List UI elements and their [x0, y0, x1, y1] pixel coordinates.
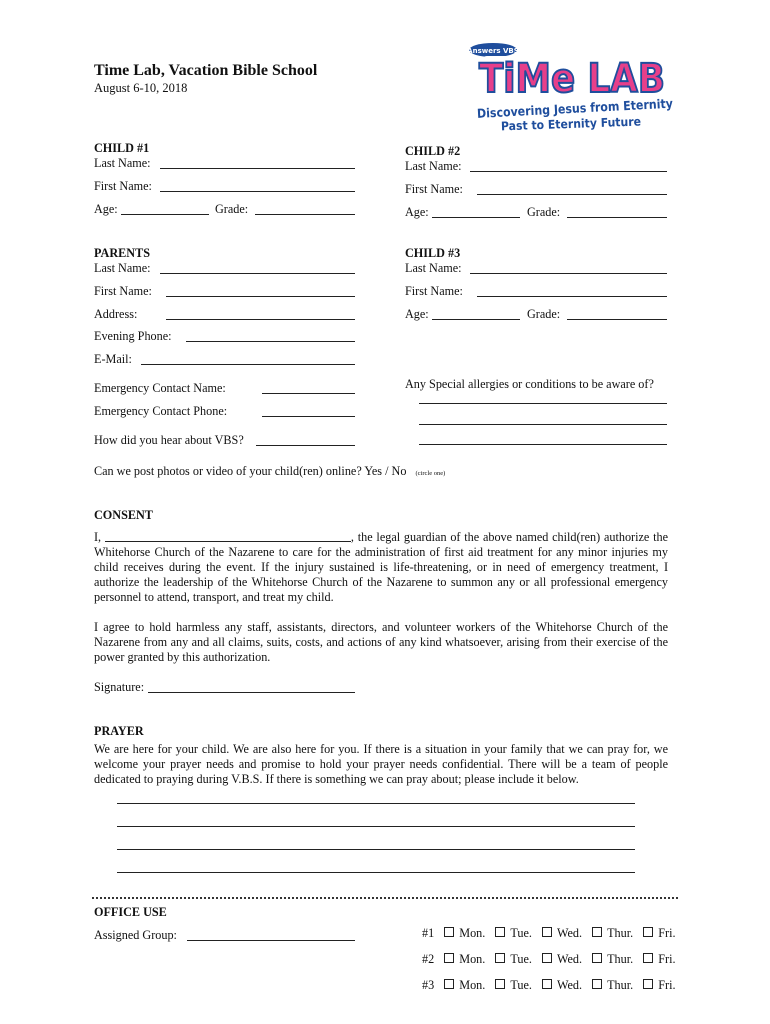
- allergies-line-1[interactable]: [419, 403, 667, 404]
- assigned-group-field[interactable]: [187, 940, 355, 941]
- checkbox-mon[interactable]: [444, 979, 454, 989]
- child2-last-name-field[interactable]: [470, 171, 667, 172]
- parents-first-name-field[interactable]: [166, 296, 355, 297]
- day-label: Thur.: [607, 978, 634, 992]
- row-number: #3: [422, 978, 435, 992]
- child2-age-field[interactable]: [432, 217, 520, 218]
- child3-age-field[interactable]: [432, 319, 520, 320]
- parents-address-field[interactable]: [166, 319, 355, 320]
- assigned-group-label: Assigned Group:: [94, 928, 177, 942]
- day-label: Tue.: [510, 978, 532, 992]
- child3-age-label: Age:: [405, 307, 429, 321]
- child2-last-name-label: Last Name:: [405, 159, 462, 173]
- allergies-line-3[interactable]: [419, 444, 667, 445]
- day-label: Mon.: [459, 952, 486, 966]
- email-label: E-Mail:: [94, 352, 132, 366]
- parents-heading: PARENTS: [94, 246, 150, 260]
- prayer-line-1[interactable]: [117, 803, 635, 804]
- child1-heading: CHILD #1: [94, 141, 150, 155]
- allergies-question: Any Special allergies or conditions to be aware of?: [405, 377, 654, 391]
- checkbox-fri[interactable]: [643, 927, 653, 937]
- heard-vbs-field[interactable]: [256, 445, 355, 446]
- child1-last-name-label: Last Name:: [94, 156, 151, 170]
- child3-heading: CHILD #3: [405, 246, 461, 260]
- checkbox-thur[interactable]: [592, 927, 602, 937]
- office-divider: [92, 897, 678, 899]
- parents-address-label: Address:: [94, 307, 138, 321]
- event-dates: August 6-10, 2018: [94, 81, 188, 95]
- child3-last-name-label: Last Name:: [405, 261, 462, 275]
- prayer-line-3[interactable]: [117, 849, 635, 850]
- checkbox-fri[interactable]: [643, 953, 653, 963]
- logo-tagline-1: Discovering Jesus from Eternity: [476, 94, 675, 121]
- child1-first-name-label: First Name:: [94, 179, 152, 193]
- consent-intro: I,: [94, 530, 102, 544]
- checkbox-mon[interactable]: [444, 953, 454, 963]
- day-label: Fri.: [658, 926, 676, 940]
- child2-grade-label: Grade:: [527, 205, 561, 219]
- prayer-line-2[interactable]: [117, 826, 635, 827]
- office-heading: OFFICE USE: [94, 905, 167, 919]
- attendance-row-3: [422, 978, 676, 993]
- consent-text-1: , the legal guardian of the above named child(ren) authorize the Whitehorse Church of the Nazarene to care for the administration of first aid treatment for any minor injuries my child receives during the event. If the injury sustained is life-threatening, or in need of emergency treatment, I authorize the leadership of the Whitehorse Church of the Nazarene to summon any or all professional emergency personnel to attend, transport, and treat my child.: [94, 530, 668, 604]
- allergies-line-2[interactable]: [419, 424, 667, 425]
- checkbox-wed[interactable]: [542, 953, 552, 963]
- checkbox-tue[interactable]: [495, 979, 505, 989]
- logo-badge: Answers VBS: [467, 47, 519, 55]
- attendance-row-1: [422, 926, 676, 941]
- child1-last-name-field[interactable]: [160, 168, 355, 169]
- logo-graphic: [465, 40, 675, 135]
- consent-paragraph-1: [94, 530, 668, 605]
- emergency-name-field[interactable]: [262, 393, 355, 394]
- parents-last-name-field[interactable]: [160, 273, 355, 274]
- child1-age-field[interactable]: [121, 214, 209, 215]
- logo-name: TiMe LAB: [479, 56, 665, 102]
- attendance-row-2: [422, 952, 676, 967]
- signature-field[interactable]: [148, 692, 355, 693]
- emergency-name-label: Emergency Contact Name:: [94, 381, 226, 395]
- child1-first-name-field[interactable]: [160, 191, 355, 192]
- form-title: Time Lab, Vacation Bible School: [94, 62, 318, 79]
- email-field[interactable]: [141, 364, 355, 365]
- signature-label: Signature:: [94, 680, 145, 694]
- day-label: Mon.: [459, 978, 486, 992]
- child3-last-name-field[interactable]: [470, 273, 667, 274]
- child3-grade-label: Grade:: [527, 307, 561, 321]
- day-label: Tue.: [510, 952, 532, 966]
- photos-question-text: Can we post photos or video of your child(ren) online? Yes / No: [94, 464, 407, 478]
- parents-last-name-label: Last Name:: [94, 261, 151, 275]
- child2-first-name-field[interactable]: [477, 194, 667, 195]
- child3-grade-field[interactable]: [567, 319, 667, 320]
- checkbox-wed[interactable]: [542, 979, 552, 989]
- child2-heading: CHILD #2: [405, 144, 461, 158]
- day-label: Wed.: [556, 926, 583, 940]
- child2-grade-field[interactable]: [567, 217, 667, 218]
- prayer-text: We are here for your child. We are also here for you. If there is a situation in your family that we can pray for, we welcome your prayer needs and promise to hold your prayer needs confidential. There will be a team of people dedicated to praying during V.B.S. If there is something we can pray about; please include it below.: [94, 742, 668, 786]
- day-label: Mon.: [459, 926, 486, 940]
- checkbox-tue[interactable]: [495, 927, 505, 937]
- evening-phone-label: Evening Phone:: [94, 329, 172, 343]
- parents-first-name-label: First Name:: [94, 284, 152, 298]
- consent-heading: CONSENT: [94, 508, 153, 522]
- checkbox-wed[interactable]: [542, 927, 552, 937]
- day-label: Thur.: [607, 952, 634, 966]
- photos-note: (circle one): [415, 470, 446, 477]
- checkbox-fri[interactable]: [643, 979, 653, 989]
- child3-first-name-field[interactable]: [477, 296, 667, 297]
- day-label: Fri.: [658, 952, 676, 966]
- child1-age-label: Age:: [94, 202, 118, 216]
- heard-vbs-label: How did you hear about VBS?: [94, 433, 244, 447]
- day-label: Wed.: [556, 978, 583, 992]
- child1-grade-label: Grade:: [215, 202, 249, 216]
- child2-first-name-label: First Name:: [405, 182, 463, 196]
- checkbox-tue[interactable]: [495, 953, 505, 963]
- emergency-phone-label: Emergency Contact Phone:: [94, 404, 228, 418]
- evening-phone-field[interactable]: [186, 341, 355, 342]
- photos-question: [94, 464, 445, 479]
- day-label: Tue.: [510, 926, 532, 940]
- day-label: Fri.: [658, 978, 676, 992]
- guardian-name-field[interactable]: [105, 530, 351, 542]
- consent-paragraph-2: I agree to hold harmless any staff, assistants, directors, and volunteer workers of the Whitehorse Church of the Nazarene from any and all claims, suits, costs, and actions of any kind whatsoever, arising from their exercise of the power granted by this authorization.: [94, 620, 668, 664]
- day-label: Thur.: [607, 926, 634, 940]
- checkbox-thur[interactable]: [592, 979, 602, 989]
- day-label: Wed.: [556, 952, 583, 966]
- child3-first-name-label: First Name:: [405, 284, 463, 298]
- logo-tagline-2: Past to Eternity Future: [500, 114, 656, 134]
- row-number: #1: [422, 926, 435, 940]
- time-lab-logo: [465, 40, 675, 135]
- checkbox-mon[interactable]: [444, 927, 454, 937]
- emergency-phone-field[interactable]: [262, 416, 355, 417]
- child2-age-label: Age:: [405, 205, 429, 219]
- prayer-heading: PRAYER: [94, 724, 144, 738]
- row-number: #2: [422, 952, 435, 966]
- prayer-line-4[interactable]: [117, 872, 635, 873]
- checkbox-thur[interactable]: [592, 953, 602, 963]
- child1-grade-field[interactable]: [255, 214, 355, 215]
